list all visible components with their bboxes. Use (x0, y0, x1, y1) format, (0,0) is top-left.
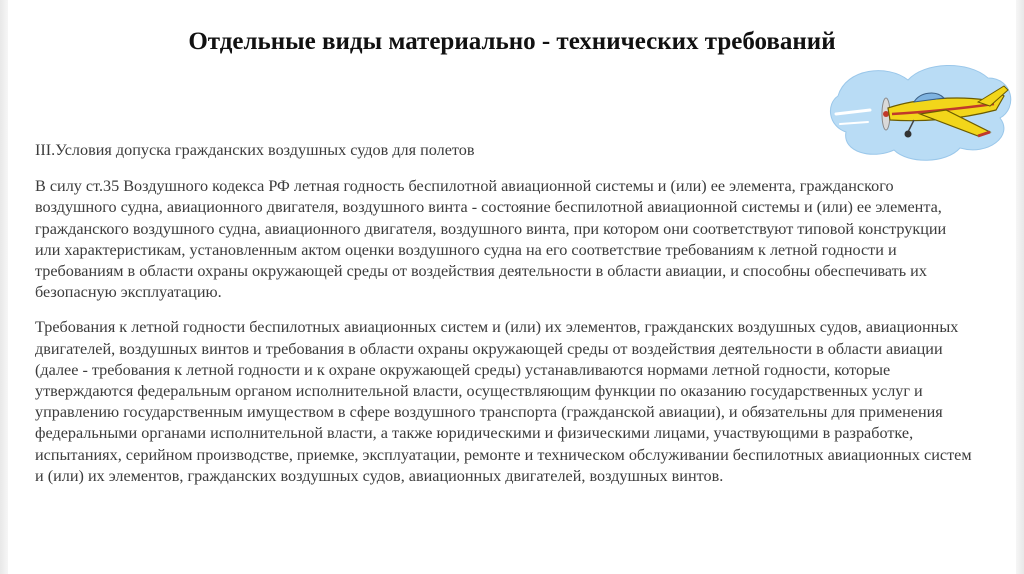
paragraph: В силу ст.35 Воздушного кодекса РФ летная годность беспилотной авиационной системы и (или) ее элемента, гражданского воздушного судна, авиационного двигателя, воздушного винта - состояние беспилотной авиационной системы и (или) ее элемента, гражданского воздушного судна, авиационного двигателя, воздушного винта, при котором они соответствуют типовой конструкции или характеристикам, установленным актом оценки воздушного судна на его соответствие требованиям к летной годности и требованиям в области охраны окружающей среды от воздействия деятельности в области авиации, и способны обеспечивать их безопасную эксплуатацию. (35, 177, 947, 302)
paragraph: Требования к летной годности беспилотных авиационных систем и (или) их элементов, гражданских воздушных судов, авиационных двигателей, воздушных винтов и требования в области охраны окружающей среды от воздействия деятельности в области авиации (далее - требования к летной годности и к охране окружающей среды) устанавливаются нормами летной годности, которые утверждаются федеральным органом исполнительной власти, осуществляющим функции по оказанию государственных услуг и управлению государственным имуществом в сфере воздушного транспорта (гражданской авиации), и обязательны для применения федеральными органами исполнительной власти, а также юридическими и физическими лицами, участвующими в разработке, испытаниях, серийном производстве, приемке, эксплуатации, ремонте и техническом обслуживании беспилотных авиационных систем и (или) их элементов, гражданских воздушных судов, авиационных двигателей, воздушных винтов. (35, 318, 972, 485)
slide-title: Отдельные виды материально - технических требований (188, 28, 836, 55)
slide-body (35, 140, 975, 501)
section-heading: ΙΙΙ.Условия допуска гражданских воздушных судов для полетов (35, 141, 475, 159)
